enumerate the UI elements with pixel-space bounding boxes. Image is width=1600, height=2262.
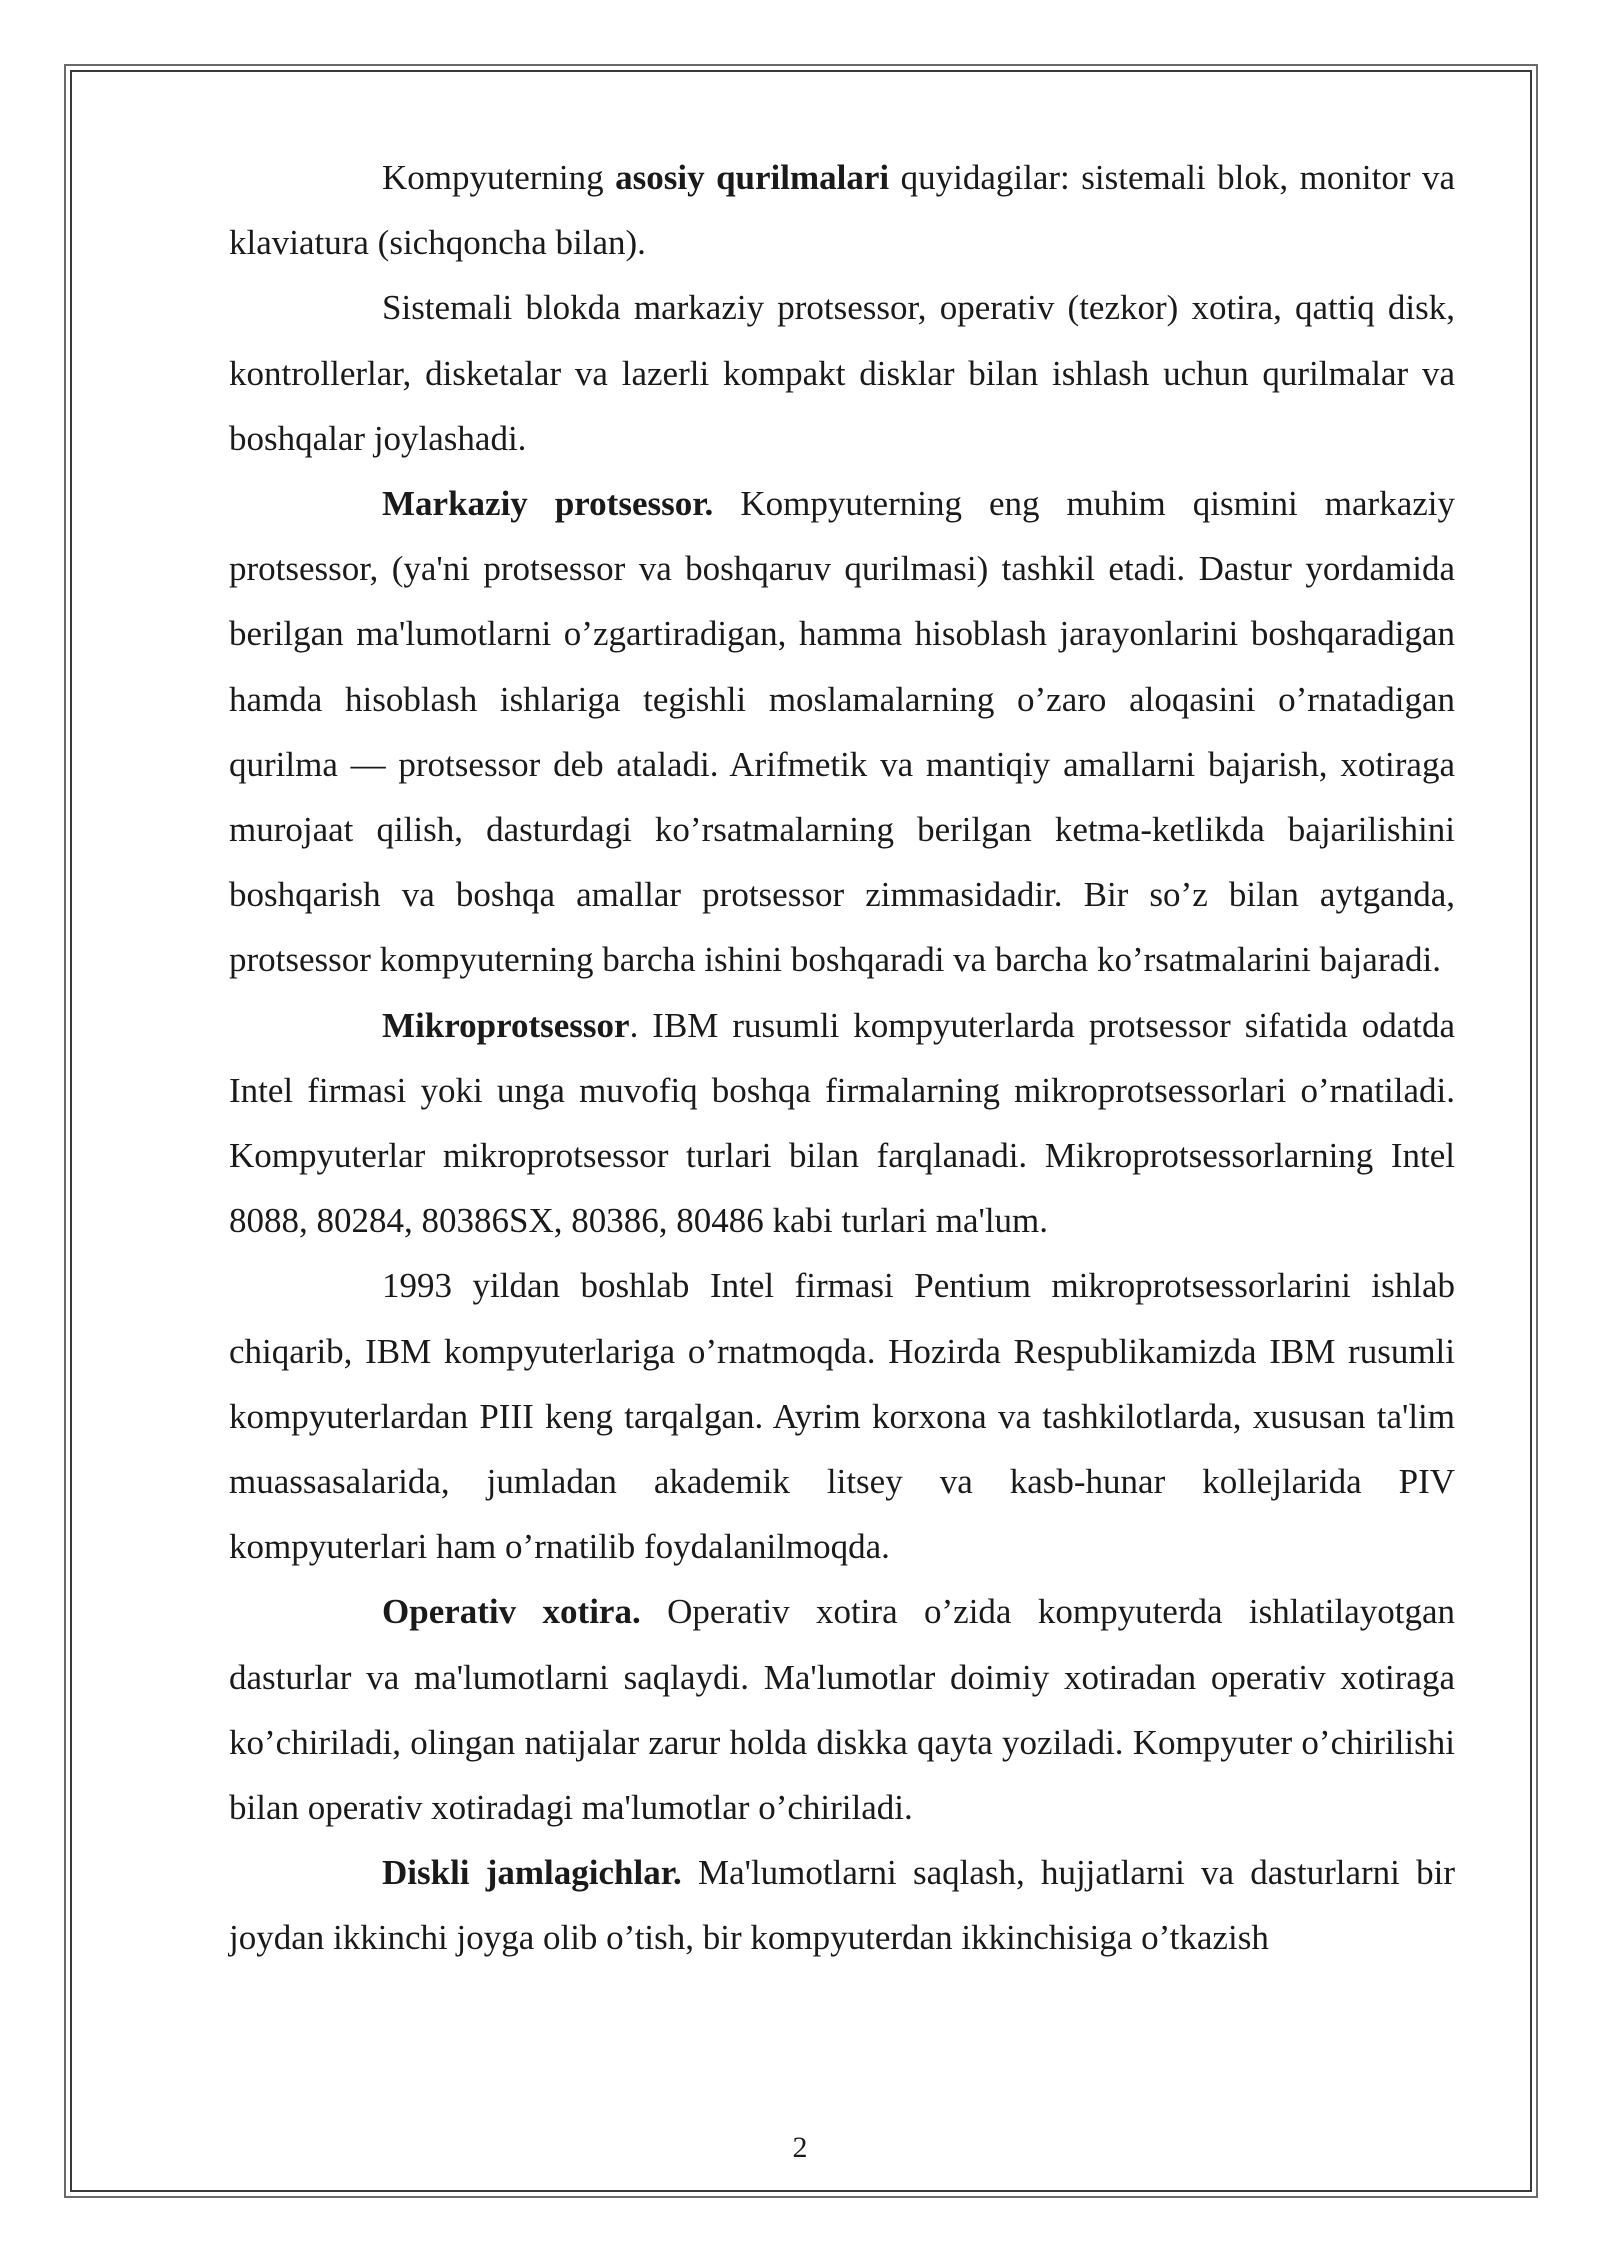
paragraph-operative-memory xyxy=(229,1579,1455,1840)
paragraph-disk-drives xyxy=(229,1840,1455,1970)
paragraph-text: . IBM rusumli kompyuterlarda protsessor sifatida odatda Intel firmasi yoki unga muvofiq boshqa firmalarning mikroprotsessorlari o’rnatiladi. Kompyuterlar mikroprotsessor turlari bilan farqlanadi. Mikroprotsessorlarning Intel 8088, 80284, 80386SX, 80386, 80486 kabi turlari ma'lum. xyxy=(229,1005,1455,1241)
page-number: 2 xyxy=(792,2131,808,2164)
section-heading: Mikroprotsessor xyxy=(382,1005,630,1045)
paragraph-text: Sistemali blokda markaziy protsessor, operativ (tezkor) xotira, qattiq disk, kontrollerlar, disketalar va lazerli kompakt disklar bilan ishlash uchun qurilmalar va boshqalar joylashadi. xyxy=(229,288,1455,458)
inline-bold-term: asosiy qurilmalari xyxy=(615,158,890,197)
paragraph-text: Ma'lumotlarni saqlash, hujjatlarni va dasturlarni bir joydan ikkinchi joyga olib o’tish, bir kompyuterdan ikkinchisiga o’tkazish xyxy=(229,1853,1455,1958)
paragraph-text: quyidagilar: sistemali blok, monitor va klaviatura (sichqoncha bilan). xyxy=(229,158,1456,263)
section-heading: Operativ xotira. xyxy=(382,1592,641,1632)
paragraph-central-processor xyxy=(229,471,1455,993)
section-heading: Diskli jamlagichlar. xyxy=(382,1853,682,1893)
paragraph-main-devices xyxy=(229,145,1455,275)
paragraph-text: 1993 yildan boshlab Intel firmasi Pentium mikroprotsessorlarini ishlab chiqarib, IBM kompyuterlariga o’rnatmoqda. Hozirda Respublikamizda IBM rusumli kompyuterlardan PIII keng tarqalgan. Ayrim korxona va tashkilotlarda, xususan ta'lim muassasalarida, jumladan akademik litsey va kasb-hunar kollejlarida PIV kompyuterlari ham o’rnatilib foydalanilmoqda. xyxy=(229,1266,1455,1567)
paragraph-microprocessor xyxy=(229,993,1455,1254)
document-body xyxy=(229,145,1455,1971)
paragraph-text: Operativ xotira o’zida kompyuterda ishlatilayotgan dasturlar va ma'lumotlarni saqlaydi. Ma'lumotlar doimiy xotiradan operativ xotiraga ko’chiriladi, olingan natijalar zarur holda diskka qayta yoziladi. Kompyuter o’chirilishi bilan operativ xotiradagi ma'lumotlar o’chiriladi. xyxy=(229,1592,1456,1828)
paragraph-text: Kompyuterning xyxy=(382,158,616,197)
paragraph-system-unit xyxy=(229,275,1455,471)
section-heading: Markaziy protsessor. xyxy=(382,484,714,524)
paragraph-text: Kompyuterning eng muhim qismini markaziy protsessor, (ya'ni protsessor va boshqaruv qurilmasi) tashkil etadi. Dastur yordamida berilgan ma'lumotlarni o’zgartiradigan, hamma hisoblash jarayonlarini boshqaradigan hamda hisoblash ishlariga tegishli moslamalarning o’zaro aloqasini o’rnatadigan qurilma — protsessor deb ataladi. Arifmetik va mantiqiy amallarni bajarish, xotiraga murojaat qilish, dasturdagi ko’rsatmalarning berilgan ketma-ketlikda bajarilishini boshqarish va boshqa amallar protsessor zimmasidadir. Bir so’z bilan aytganda, protsessor kompyuterning barcha ishini boshqaradi va barcha ko’rsatmalarini bajaradi. xyxy=(229,484,1455,980)
paragraph-pentium xyxy=(229,1253,1455,1579)
